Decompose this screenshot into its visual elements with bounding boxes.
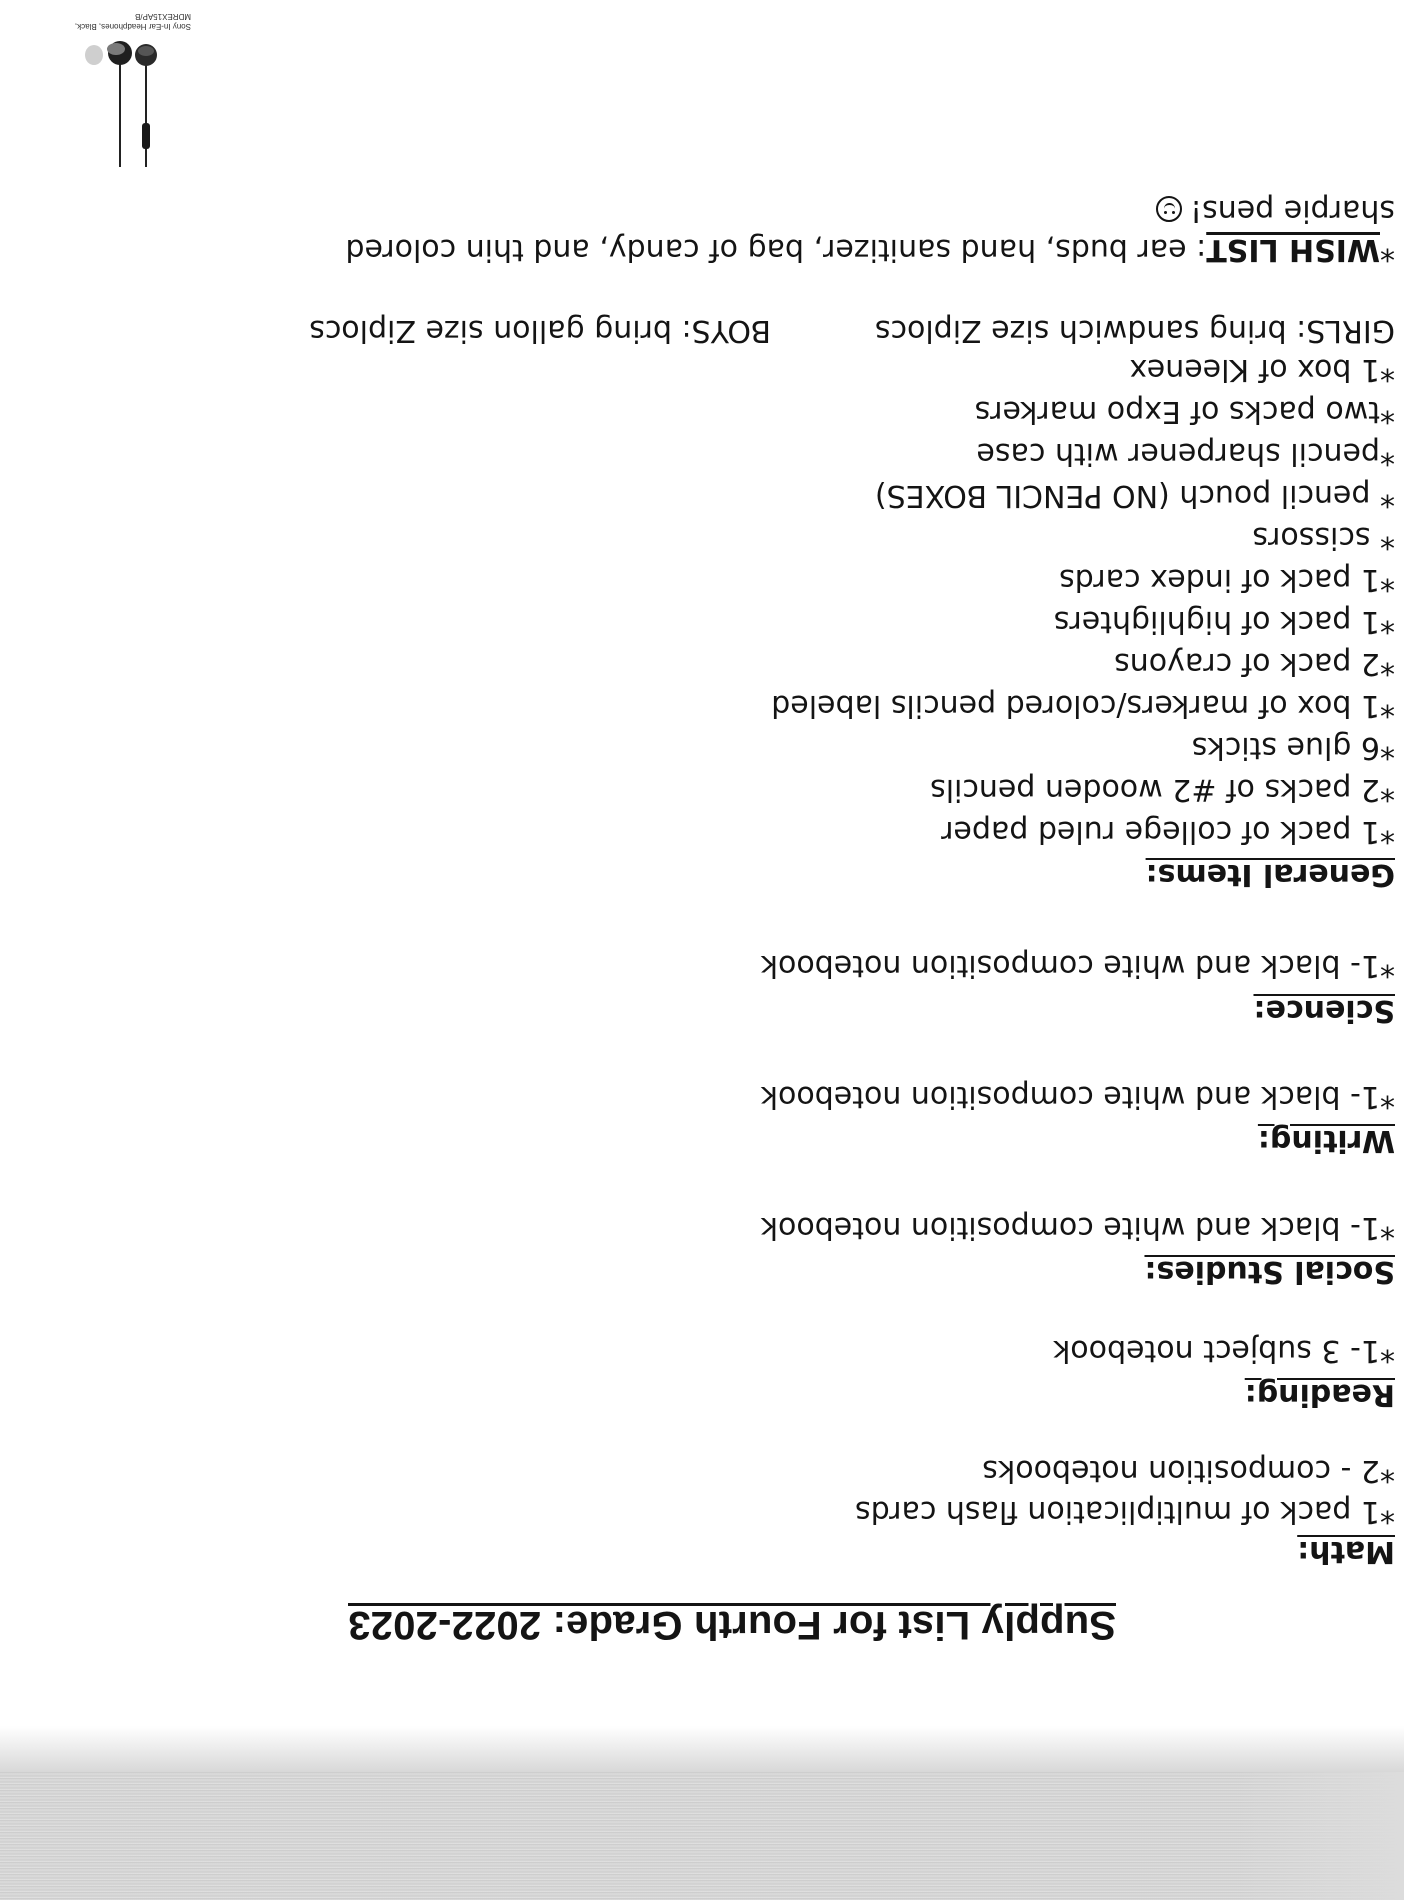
section-heading-writing: Writing:: [1257, 1123, 1395, 1158]
smiley-face-icon: [1156, 197, 1182, 223]
wish-list-label: WISH LIST: [1206, 232, 1380, 267]
boys-note: BOYS: bring gallon size Ziplocs: [309, 313, 771, 348]
inline-remote: [142, 123, 150, 149]
list-item: *2 pack of crayons: [1114, 646, 1395, 681]
list-item: *1 pack of highlighters: [1053, 604, 1395, 639]
earbuds-product-image: [76, 37, 176, 167]
list-item: *2 packs of #2 wooden pencils: [930, 772, 1395, 807]
section-heading-math: Math:: [1297, 1534, 1395, 1569]
list-item: *1 pack of college ruled paper: [941, 814, 1395, 849]
list-item: *2 - composition notebooks: [982, 1453, 1395, 1488]
list-item: *1- black and white composition notebook: [760, 1079, 1395, 1114]
earbud-spare-tip: [85, 45, 103, 65]
list-item: *1- black and white composition notebook: [760, 948, 1395, 983]
list-item: * scissors: [1252, 520, 1395, 555]
wish-list-line: sharpie pens!: [1156, 192, 1395, 228]
list-item: *1 pack of index cards: [1059, 562, 1395, 597]
list-item: *pencil sharpener with case: [976, 436, 1395, 471]
product-caption: Sony In-Ear Headphones, Black, MDREX15AP/B: [74, 12, 191, 31]
list-item: *1 pack of multiplication flash cards: [855, 1494, 1395, 1529]
list-item: * pencil pouch (NO PENCIL BOXES): [874, 478, 1395, 513]
page-title: Supply List for Fourth Grade: 2022-2023: [348, 1603, 1116, 1647]
section-heading-general-items: General Items:: [1145, 857, 1395, 892]
list-item: *1- black and white composition notebook: [760, 1210, 1395, 1245]
girls-note: GIRLS: bring sandwich size Ziplocs: [874, 313, 1395, 348]
wish-list-line: *WISH LIST: ear buds, hand sanitizer, bag of candy, and thin colored: [345, 232, 1395, 267]
list-item: *6 glue sticks: [1191, 730, 1395, 765]
section-heading-reading: Reading:: [1244, 1377, 1395, 1412]
list-item: *two packs of Expo markers: [974, 394, 1395, 429]
list-item: *1 box of Kleenex: [1129, 352, 1395, 387]
list-item: *1- 3 subject notebook: [1052, 1333, 1395, 1368]
section-heading-science: Science:: [1253, 993, 1395, 1028]
section-heading-social-studies: Social Studies:: [1144, 1254, 1395, 1289]
list-item: *1 box of markers/colored pencils labeled: [771, 688, 1395, 723]
